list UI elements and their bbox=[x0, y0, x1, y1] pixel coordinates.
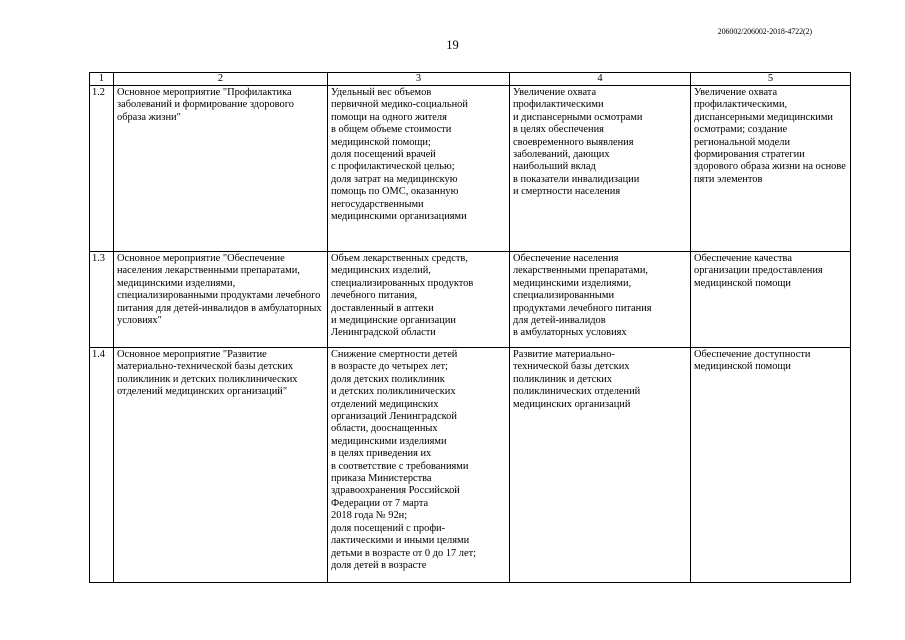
page-number: 19 bbox=[446, 38, 459, 52]
goals-cell: Обеспечение доступности медицинской помощи bbox=[691, 348, 851, 583]
table-row bbox=[90, 348, 851, 583]
row-number: 1.2 bbox=[90, 86, 114, 252]
indicators-cell: Снижение смертности детей в возрасте до четырех лет; доля детских поликлиник и детских поликлинических отделений медицинских организаций Ленинградской области, дооснащенных медицинскими изделиями в целях приведения их в соответствие с требованиями приказа Министерства здравоохранения Российской Федерации от 7 марта 2018 года № 92н; доля посещений с профи- лактическими и иными целями детьми в возрасте от 0 до 17 лет; доля детей в возрасте bbox=[328, 348, 510, 583]
table-row bbox=[90, 252, 851, 348]
column-number: 3 bbox=[328, 73, 510, 86]
column-number: 4 bbox=[510, 73, 691, 86]
indicators-cell: Удельный вес объемов первичной медико-социальной помощи на одного жителя в общем объеме стоимости медицинской помощи; доля посещений врачей с профилактической целью; доля затрат на медицинскую помощь по ОМС, оказанную негосударственными медицинскими организациями bbox=[328, 86, 510, 252]
measure-cell: Основное мероприятие "Обеспечение населения лекарственными препаратами, медицинскими изделиями, специализированными продуктами лечебного питания для детей-инвалидов в амбулаторных условиях" bbox=[114, 252, 328, 348]
measures-table bbox=[89, 72, 851, 583]
column-number-row bbox=[90, 73, 851, 86]
column-number: 2 bbox=[114, 73, 328, 86]
column-number: 5 bbox=[691, 73, 851, 86]
document-code: 206002/206002-2018-4722(2) bbox=[717, 27, 812, 36]
column-number: 1 bbox=[90, 73, 114, 86]
results-cell: Увеличение охвата профилактическими и диспансерными осмотрами в целях обеспечения своевременного выявления заболеваний, дающих наибольший вклад в показатели инвалидизации и смертности населения bbox=[510, 86, 691, 252]
measure-cell: Основное мероприятие "Профилактика заболеваний и формирование здорового образа жизни" bbox=[114, 86, 328, 252]
measure-cell: Основное мероприятие "Развитие материально-технической базы детских поликлиник и детских поликлинических отделений медицинских организаций" bbox=[114, 348, 328, 583]
table-row bbox=[90, 86, 851, 252]
indicators-cell: Объем лекарственных средств, медицинских изделий, специализированных продуктов лечебного питания, доставленный в аптеки и медицинские организации Ленинградской области bbox=[328, 252, 510, 348]
goals-cell: Обеспечение качества организации предоставления медицинской помощи bbox=[691, 252, 851, 348]
goals-cell: Увеличение охвата профилактическими, диспансерными медицинскими осмотрами; создание региональной модели формирования стратегии здорового образа жизни на основе пяти элементов bbox=[691, 86, 851, 252]
results-cell: Обеспечение населения лекарственными препаратами, медицинскими изделиями, специализированными продуктами лечебного питания для детей-инвалидов в амбулаторных условиях bbox=[510, 252, 691, 348]
row-number: 1.4 bbox=[90, 348, 114, 583]
results-cell: Развитие материально- технической базы детских поликлиник и детских поликлинических отделений медицинских организаций bbox=[510, 348, 691, 583]
row-number: 1.3 bbox=[90, 252, 114, 348]
